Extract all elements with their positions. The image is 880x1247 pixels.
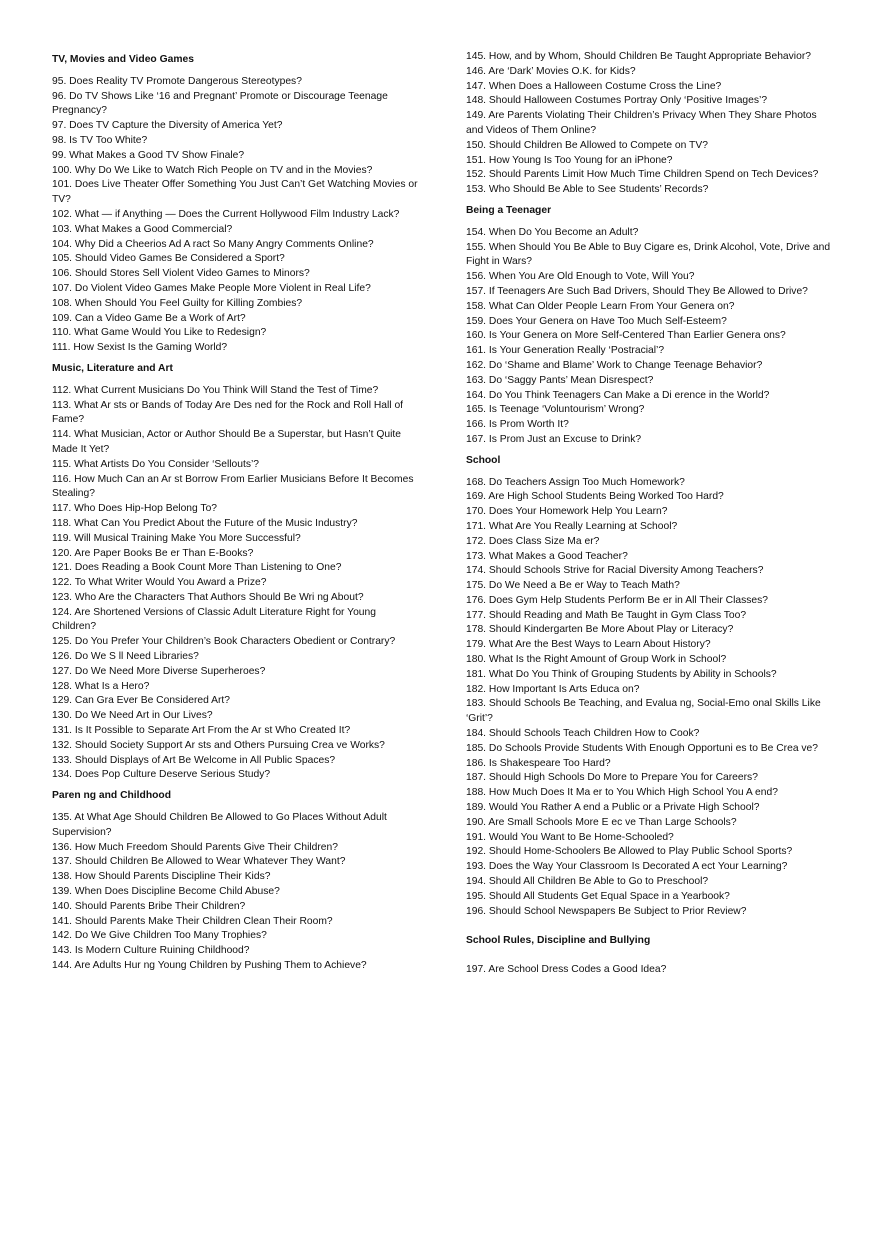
question-item: 134. Does Pop Culture Deserve Serious Study? [52,769,271,781]
question-item: 171. What Are You Really Learning at School? [466,520,678,532]
question-item: 138. How Should Parents Discipline Their Kids? [52,871,271,883]
question-item: 122. To What Writer Would You Award a Prize? [52,577,267,589]
question-item: 107. Do Violent Video Games Make People More Violent in Real Life? [52,282,371,294]
question-item: 131. Is It Possible to Separate Art From the Ar st Who Created It? [52,725,351,737]
question-item: 183. Should Schools Be Teaching, and Evalua ng, Social-Emo onal Skills Like ‘Grit’? [466,698,821,725]
question-item: 179. What Are the Best Ways to Learn About History? [466,639,711,651]
question-item: 139. When Does Discipline Become Child Abuse? [52,886,280,898]
question-item: 180. What Is the Right Amount of Group Work in School? [466,654,727,666]
section-heading-tv-movies-and-video-games: TV, Movies and Video Games [52,54,194,65]
question-item: 141. Should Parents Make Their Children Clean Their Room? [52,915,333,927]
question-item: 154. When Do You Become an Adult? [466,226,639,238]
question-item: 186. Is Shakespeare Too Hard? [466,757,611,769]
question-item: 188. How Much Does It Ma er to You Which High School You A end? [466,787,778,799]
question-item: 118. What Can You Predict About the Future of the Music Industry? [52,517,358,529]
question-item: 130. Do We Need Art in Our Lives? [52,710,213,722]
question-item: 158. What Can Older People Learn From Your Genera on? [466,300,735,312]
question-item: 116. How Much Can an Ar st Borrow From Earlier Musicians Before It Becomes Stealing? [52,473,414,500]
question-item: 140. Should Parents Bribe Their Children? [52,900,246,912]
question-item: 174. Should Schools Strive for Racial Diversity Among Teachers? [466,565,764,577]
question-item: 96. Do TV Shows Like ‘16 and Pregnant’ Promote or Discourage Teenage Pregnancy? [52,90,388,117]
section-heading-being-a-teenager: Being a Teenager [466,204,552,216]
question-item: 101. Does Live Theater Offer Something You Just Can’t Get Watching Movies or TV? [52,179,418,206]
question-item: 168. Do Teachers Assign Too Much Homework? [466,476,685,488]
question-item: 185. Do Schools Provide Students With Enough Opportuni es to Be Crea ve? [466,742,819,754]
section-spacer [466,919,836,934]
question-item: 155. When Should You Be Able to Buy Cigare es, Drink Alcohol, Vote, Drive and Fight in Wars? [466,241,831,268]
question-item: 150. Should Children Be Allowed to Compete on TV? [466,139,708,151]
question-item: 187. Should High Schools Do More to Prepare You for Careers? [466,772,758,784]
question-item: 146. Are ‘Dark’ Movies O.K. for Kids? [466,65,636,77]
question-item: 137. Should Children Be Allowed to Wear Whatever They Want? [52,856,346,868]
question-item: 181. What Do You Think of Grouping Students by Ability in Schools? [466,668,777,680]
question-item: 189. Would You Rather A end a Public or a Private High School? [466,802,760,814]
question-item: 176. Does Gym Help Students Perform Be er in All Their Classes? [466,594,768,606]
question-item: 114. What Musician, Actor or Author Should Be a Superstar, but Hasn’t Quite Made It Yet? [52,429,401,455]
question-item: 102. What — if Anything — Does the Current Hollywood Film Industry Lack? [52,208,400,220]
question-item: 144. Are Adults Hur ng Young Children by Pushing Them to Achieve? [52,960,367,972]
question-item: 97. Does TV Capture the Diversity of America Yet? [52,120,283,132]
question-item: 151. How Young Is Too Young for an iPhone? [466,154,673,166]
question-item: 194. Should All Children Be Able to Go to Preschool? [466,876,709,888]
question-item: 162. Do ‘Shame and Blame’ Work to Change Teenage Behavior? [466,359,763,371]
question-item: 190. Are Small Schools More E ec ve Than Large Schools? [466,816,737,828]
question-item: 164. Do You Think Teenagers Can Make a Di erence in the World? [466,389,770,401]
question-item: 119. Will Musical Training Make You More Successful? [52,532,301,544]
question-item: 149. Are Parents Violating Their Children’s Privacy When They Share Photos and Videos of Them Online? [466,110,817,136]
question-item: 165. Is Teenage ‘Voluntourism’ Wrong? [466,404,645,416]
question-item: 197. Are School Dress Codes a Good Idea? [466,964,667,976]
question-item: 170. Does Your Homework Help You Learn? [466,506,668,518]
question-item: 193. Does the Way Your Classroom Is Decorated A ect Your Learning? [466,861,788,873]
question-item: 172. Does Class Size Ma er? [466,535,600,547]
question-item: 105. Should Video Games Be Considered a Sport? [52,253,285,265]
question-item: 128. What Is a Hero? [52,680,150,692]
section-heading-music-literature-and-art: Music, Literature and Art [52,362,173,374]
question-item: 127. Do We Need More Diverse Superheroes? [52,665,266,677]
question-item: 192. Should Home-Schoolers Be Allowed to Play Public School Sports? [466,846,793,858]
question-item: 123. Who Are the Characters That Authors Should Be Wri ng About? [52,591,364,603]
question-item: 143. Is Modern Culture Ruining Childhood? [52,945,250,957]
question-item: 152. Should Parents Limit How Much Time Children Spend on Tech Devices? [466,169,819,181]
question-item: 133. Should Displays of Art Be Welcome in All Public Spaces? [52,754,336,766]
question-item: 121. Does Reading a Book Count More Than Listening to One? [52,562,342,574]
question-item: 157. If Teenagers Are Such Bad Drivers, Should They Be Allowed to Drive? [466,285,808,297]
question-item: 161. Is Your Generation Really ‘Postracial’? [466,345,665,357]
question-item: 108. When Should You Feel Guilty for Killing Zombies? [52,297,303,309]
right-column [466,50,836,978]
section-heading-school-rules-discipline-and-bullying: School Rules, Discipline and Bullying [466,935,651,947]
question-item: 166. Is Prom Worth It? [466,419,569,431]
question-item: 159. Does Your Genera on Have Too Much Self-Esteem? [466,315,727,327]
question-item: 177. Should Reading and Math Be Taught in Gym Class Too? [466,609,747,621]
section-heading-paren-ng-and-childhood: Paren ng and Childhood [52,790,171,802]
question-item: 145. How, and by Whom, Should Children Be Taught Appropriate Behavior? [466,51,811,62]
question-item: 148. Should Halloween Costumes Portray Only ‘Positive Images’? [466,95,768,107]
question-item: 129. Can Gra Ever Be Considered Art? [52,695,231,707]
question-item: 173. What Makes a Good Teacher? [466,550,628,562]
question-item: 115. What Artists Do You Consider ‘Sellouts’? [52,458,260,470]
question-item: 126. Do We S ll Need Libraries? [52,651,199,663]
question-item: 125. Do You Prefer Your Children’s Book Characters Obedient or Contrary? [52,636,396,648]
question-item: 98. Is TV Too White? [52,134,148,146]
question-item: 103. What Makes a Good Commercial? [52,223,233,235]
question-item: 99. What Makes a Good TV Show Finale? [52,149,245,161]
question-item: 195. Should All Students Get Equal Space in a Yearbook? [466,890,730,902]
question-item: 104. Why Did a Cheerios Ad A ract So Many Angry Comments Online? [52,238,374,250]
question-item: 95. Does Reality TV Promote Dangerous Stereotypes? [52,75,302,87]
question-item: 113. What Ar sts or Bands of Today Are Des ned for the Rock and Roll Hall of Fame? [52,399,404,426]
question-item: 106. Should Stores Sell Violent Video Games to Minors? [52,268,310,280]
question-item: 153. Who Should Be Able to See Students’ Records? [466,184,709,196]
question-item: 135. At What Age Should Children Be Allowed to Go Places Without Adult Supervision? [52,812,387,838]
question-item: 142. Do We Give Children Too Many Trophies? [52,930,267,942]
question-item: 182. How Important Is Arts Educa on? [466,683,640,695]
question-item: 163. Do ‘Saggy Pants’ Mean Disrespect? [466,374,654,386]
question-item: 156. When You Are Old Enough to Vote, Will You? [466,271,695,283]
question-item: 169. Are High School Students Being Worked Too Hard? [466,491,724,503]
question-item: 147. When Does a Halloween Costume Cross the Line? [466,80,722,92]
question-item: 167. Is Prom Just an Excuse to Drink? [466,433,642,445]
question-item: 178. Should Kindergarten Be More About Play or Literacy? [466,624,734,636]
question-item: 191. Would You Want to Be Home-Schooled? [466,831,674,843]
section-heading-school: School [466,454,501,466]
question-item: 109. Can a Video Game Be a Work of Art? [52,312,246,324]
question-item: 160. Is Your Genera on More Self-Centered Than Earlier Genera ons? [466,330,786,342]
question-item: 100. Why Do We Like to Watch Rich People on TV and in the Movies? [52,164,373,176]
question-item: 111. How Sexist Is the Gaming World? [52,342,228,354]
question-item: 136. How Much Freedom Should Parents Give Their Children? [52,841,338,853]
question-item: 132. Should Society Support Ar sts and Others Pursuing Crea ve Works? [52,739,385,751]
left-column [52,50,422,974]
question-item: 196. Should School Newspapers Be Subject to Prior Review? [466,905,747,917]
question-item: 112. What Current Musicians Do You Think Will Stand the Test of Time? [52,384,379,396]
question-item: 175. Do We Need a Be er Way to Teach Math? [466,580,680,592]
question-item: 184. Should Schools Teach Children How to Cook? [466,728,700,740]
question-item: 124. Are Shortened Versions of Classic Adult Literature Right for Young Children? [52,606,376,633]
question-item: 110. What Game Would You Like to Redesign? [52,327,267,339]
question-item: 120. Are Paper Books Be er Than E-Books? [52,547,254,559]
question-item: 117. Who Does Hip-Hop Belong To? [52,503,218,515]
